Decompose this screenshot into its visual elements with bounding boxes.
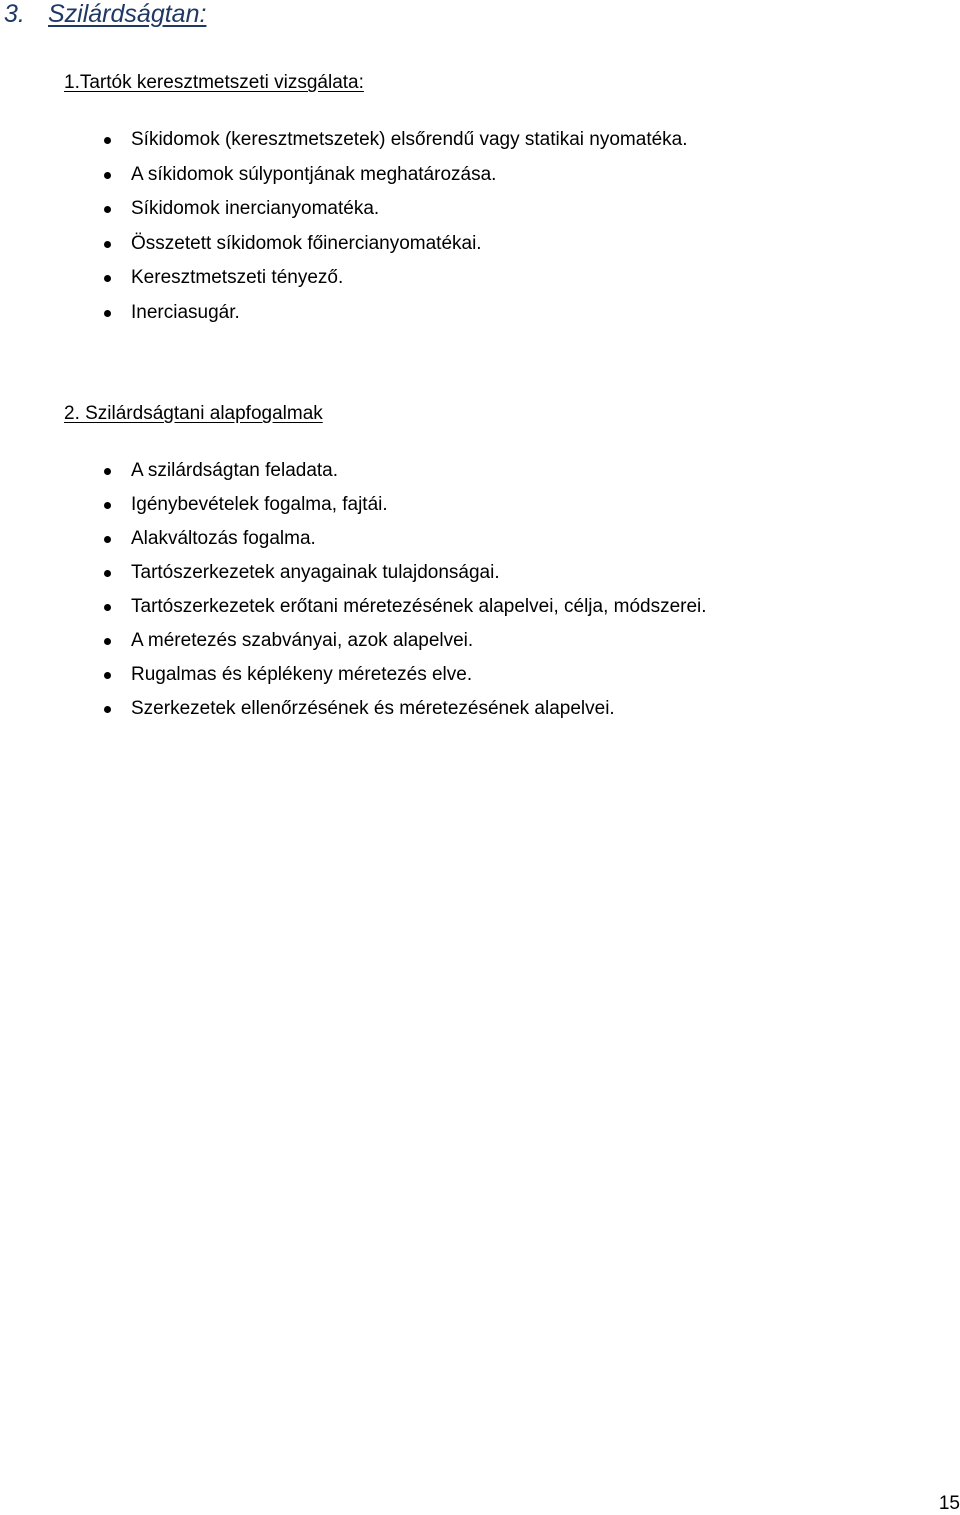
list-item-text: Síkidomok (keresztmetszetek) elsőrendű vagy statikai nyomatéka. (131, 129, 688, 150)
section-heading-2: 2. Szilárdságtani alapfogalmak (64, 403, 323, 424)
bullet-icon (104, 468, 111, 475)
list-item-text: Igénybevételek fogalma, fajtái. (131, 494, 388, 515)
bullet-icon (104, 172, 111, 179)
bullet-icon (104, 502, 111, 509)
list-item-text: A szilárdságtan feladata. (131, 460, 339, 481)
bullet-icon (104, 241, 111, 248)
list-item-text: Inerciasugár. (131, 301, 240, 323)
bullet-icon (104, 536, 111, 543)
list-item-text: Szerkezetek ellenőrzésének és méretezésének alapelvei. (131, 698, 615, 719)
chapter-heading (4, 0, 206, 29)
chapter-title: Szilárdságtan: (48, 0, 207, 28)
bullet-icon (104, 638, 111, 645)
list-item-text: Rugalmas és képlékeny méretezés elve. (131, 664, 473, 685)
page-number: 15 (938, 1493, 960, 1514)
list-item-text: Összetett síkidomok főinercianyomatékai. (131, 232, 482, 254)
bullet-icon (104, 275, 111, 282)
bullet-icon (104, 604, 111, 611)
list-item-text: A méretezés szabványai, azok alapelvei. (131, 630, 474, 651)
bullet-icon (104, 137, 111, 144)
list-item-text: A síkidomok súlypontjának meghatározása. (131, 163, 497, 185)
section-heading-1: 1.Tartók keresztmetszeti vizsgálata: (64, 72, 364, 93)
chapter-number: 3. (4, 0, 25, 28)
bullet-icon (104, 706, 111, 713)
list-item-text: Síkidomok inercianyomatéka. (131, 198, 380, 219)
list-item-text: Tartószerkezetek erőtani méretezésének alapelvei, célja, módszerei. (131, 596, 707, 617)
bullet-icon (104, 570, 111, 577)
bullet-icon (104, 672, 111, 679)
list-item-text: Tartószerkezetek anyagainak tulajdonságai. (131, 562, 500, 583)
list-item-text: Alakváltozás fogalma. (131, 528, 316, 549)
list-item-text: Keresztmetszeti tényező. (131, 267, 344, 288)
bullet-icon (104, 206, 111, 213)
bullet-icon (104, 310, 111, 317)
